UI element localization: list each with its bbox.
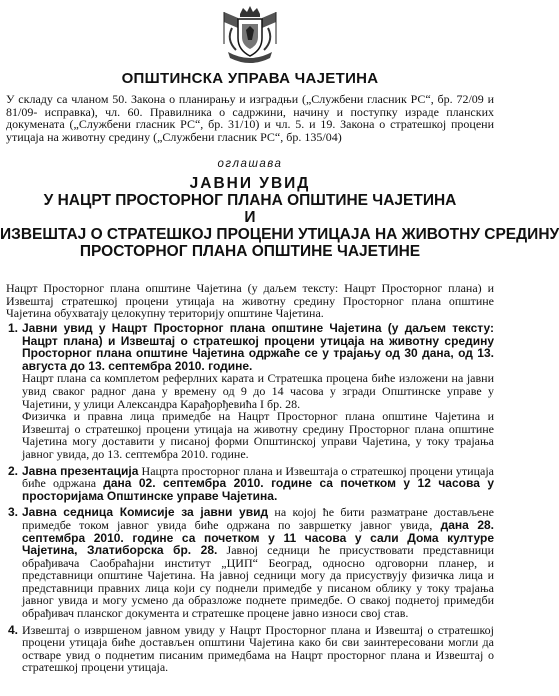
notice-items-list [6, 322, 494, 678]
title-report: ИЗВЕШТАЈ О СТРАТЕШКОЈ ПРОЦЕНИ УТИЦАЈА НА ЖИВОТНУ СРЕДИНУ [0, 226, 559, 243]
item-bold-text: Јавна седница Комисије за јавни увид [22, 505, 269, 520]
list-item [6, 322, 494, 461]
title-draft-plan: У НАЦРТ ПРОСТОРНОГ ПЛАНА ОПШТИНЕ ЧАЈЕТИНА [43, 192, 457, 209]
item-text: Јавној седници ће присуствовати представници обрађивача Саобраћајни институт „ЦИП“ Београд, односно одговорни планер, и представници општине Чајетина. На јавној седници могу да присуствују физичка лица и представници правних лица који су поднели примедбе у писаном облику у току трајања јавног увида и могу усмено да образложе поднете примедбе. О свакој поднетој примедби обрађивач планског документа и стратешке процене јавно износи свој став. [22, 543, 495, 621]
coat-of-arms-icon [216, 4, 284, 66]
item-number: 4. [8, 622, 19, 637]
item-number: 3. [8, 505, 19, 520]
list-item [6, 506, 494, 619]
item-paragraph [22, 506, 494, 619]
notice-title-block [0, 175, 559, 260]
item-bold-text: Јавна презентација [22, 463, 139, 478]
title-plan-name: ПРОСТОРНОГ ПЛАНА ОПШТИНЕ ЧАЈЕТИНЕ [79, 243, 421, 260]
intro-paragraph: Нацрт Просторног плана општине Чајетина (у даљем тексту: Нацрт Просторног плана) и Извештај стратешкој процени утицаја на животну средину Просторног плана општине Чајетина обухватају целокупну територију општине Чајетина. [6, 281, 494, 321]
item-bold-text: дана 28. септембра 2010. године са почетком у 11 часова у сали Дома културе Чајетина, Златиборска бр. 28. [22, 517, 494, 558]
announcement-word: оглашава [217, 158, 283, 170]
list-item [6, 465, 494, 503]
item-number: 1. [8, 321, 19, 335]
list-item [6, 624, 494, 674]
item-paragraph: Нацрт плана са комплетом реферлних карата и Стратешка процена биће изложени на јавни увид сваког радног дана у времену од 9 до 14 часова у згради Општинске управе у Чајетини, у улици Александра Карађорђевића I бр. 28. [22, 371, 494, 411]
organization-title: ОПШТИНСКА УПРАВА ЧАЈЕТИНА [121, 70, 379, 87]
legal-basis-paragraph: У складу са чланом 50. Закона о планирању и изградњи („Службени гласник РС“, бр. 72/09 и 81/09- исправка), чл. 60. Правилника о садржини, начину и поступку израде планских докумената („Службени гласник РС“, бр. 31/10) и чл. 5. и 19. Закона о стратешкој процени утицаја на животну средину („Службени гласник РС“, бр. 135/04) [6, 92, 494, 144]
item-text: на којој ће бити разматране достављене примедбе током јавног увида биће одржана по завршетку јавног увида, [22, 505, 494, 532]
item-bold-text: Јавни увид у Нацрт Просторног плана општине Чајетина (у даљем тексту: Нацрт плана) и Извештај о стратешкој процени утицаја на животну средину Просторног плана општине Чајетина одржаће се у трајању од 30 дана, од 13. августа до 13. септембра 2010. године. [22, 321, 494, 373]
item-bold-text: дана 02. септембра 2010. године са почетком у 12 часова у просторијама Општинске управе Чајетина. [22, 476, 494, 503]
title-public-inspection: ЈАВНИ УВИД [189, 175, 311, 192]
item-paragraph [22, 465, 494, 503]
item-text: Нацрта просторног плана и Извештаја о стратешкој процени утицаја биће одржана [22, 463, 494, 491]
item-paragraph: Извештај о извршеном јавном увиду у Нацрт Просторног плана и Извештај о стратешкој процени утицаја биће достављен општини Чајетина како би сви заинтересовани могли да остваре увид о поднетим писаним примедбама на Нацрт просторног плана и Извештај о стратешкој процени утицаја. [22, 622, 494, 675]
title-conjunction: И [244, 209, 256, 226]
item-number: 2. [8, 463, 19, 478]
item-paragraph: Физичка и правна лица примедбе на Нацрт Просторног плана општине Чајетина и Извештај о стратешкој процени утицаја на животну средину Просторног плана општине Чајетина могу доставити у писаној форми Општинској управи Чајетина, у току трајања јавног увида, до 13. септембра 2010. године. [22, 409, 494, 461]
